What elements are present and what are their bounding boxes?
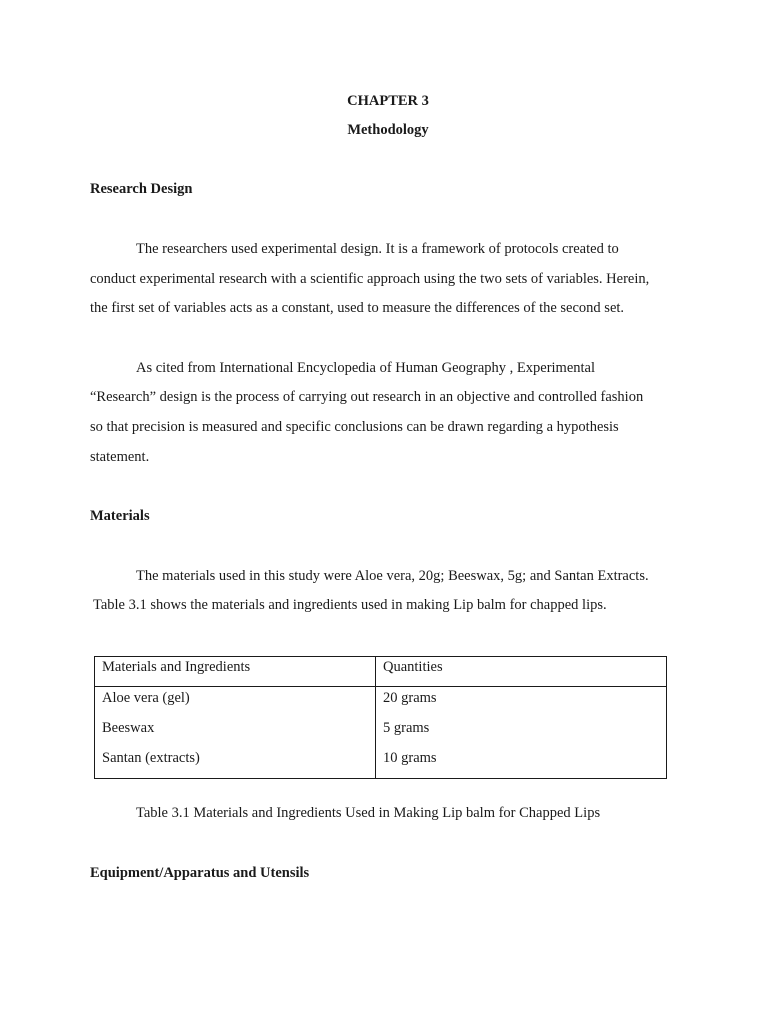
section-title: Methodology (347, 122, 429, 138)
table-row (95, 748, 667, 779)
paragraph-line: The researchers used experimental design. It is a framework of protocols created to (136, 241, 619, 257)
table-cell: Beeswax (95, 718, 376, 748)
table-header-row (95, 657, 667, 687)
table-caption: Table 3.1 Materials and Ingredients Used in Making Lip balm for Chapped Lips (136, 805, 601, 821)
table-header-cell: Materials and Ingredients (95, 657, 376, 687)
table-row (95, 718, 667, 748)
paragraph-line: conduct experimental research with a scientific approach using the two sets of variables. Herein, (90, 271, 650, 287)
paragraph-line: As cited from International Encyclopedia of Human Geography , Experimental (136, 360, 596, 376)
table-header-cell: Quantities (376, 657, 667, 687)
chapter-title: CHAPTER 3 (347, 93, 429, 109)
paragraph-line: statement. (90, 449, 150, 465)
paragraph-line: “Research” design is the process of carrying out research in an objective and controlled fashion (90, 389, 644, 405)
paragraph-line: Table 3.1 shows the materials and ingredients used in making Lip balm for chapped lips. (93, 597, 607, 613)
table-cell: 10 grams (376, 748, 667, 779)
paragraph-line: the first set of variables acts as a constant, used to measure the differences of the second set. (90, 300, 625, 316)
paragraph-line: The materials used in this study were Aloe vera, 20g; Beeswax, 5g; and Santan Extracts. (136, 568, 649, 584)
table-cell: 20 grams (376, 687, 667, 719)
table-cell: 5 grams (376, 718, 667, 748)
table-row (95, 687, 667, 719)
materials-table (94, 656, 667, 779)
table-cell: Santan (extracts) (95, 748, 376, 779)
paragraph-line: so that precision is measured and specific conclusions can be drawn regarding a hypothesis (90, 419, 619, 435)
research-design-heading: Research Design (90, 181, 193, 197)
materials-heading: Materials (90, 508, 150, 524)
equipment-heading: Equipment/Apparatus and Utensils (90, 865, 310, 881)
table-cell: Aloe vera (gel) (95, 687, 376, 719)
